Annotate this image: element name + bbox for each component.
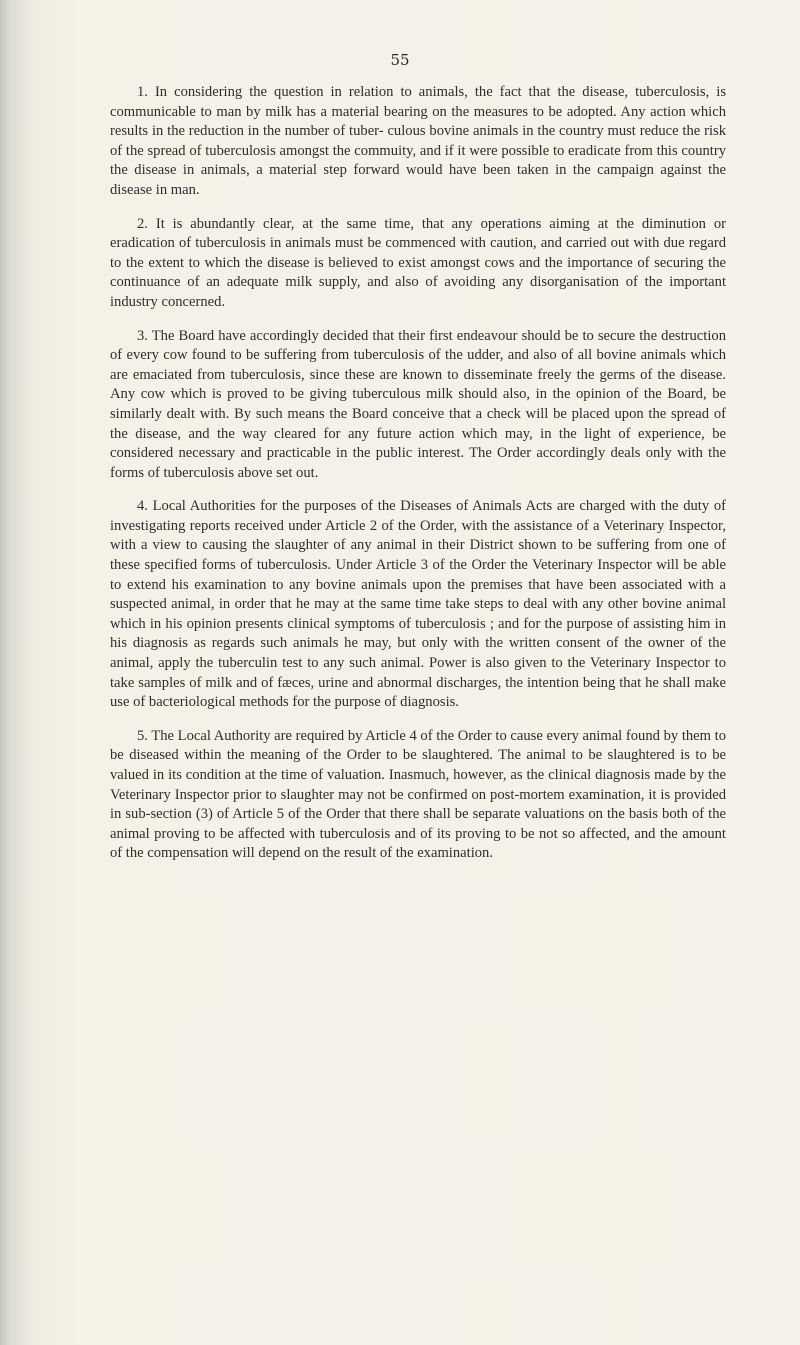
paragraph-4: 4. Local Authorities for the purposes of the Diseases of Animals Acts are charged with the duty of investigating reports received under Article 2 of the Order, with the assistance of a Veterinary Inspector, with a view to causing the slaughter of any animal in their District shown to be suffering from one of these specified forms of tuberculosis. Under Article 3 of the Order the Veterinary Inspector will be able to extend his examination to any bovine animals upon the premises that have been associated with a suspected animal, in order that he may at the same time take steps to deal with any other bovine animal which in his opinion presents clinical symptoms of tuberculosis ; and for the purpose of assisting him in his diagnosis as regards such animals he may, but only with the written consent of the owner of the animal, apply the tuberculin test to any such animal. Power is also given to the Veterinary Inspector to take samples of milk and of fæces, urine and abnormal discharges, the intention being that he shall make use of bacteriological methods for the purpose of diagnosis. <box>110 498 726 711</box>
body-text <box>110 83 726 878</box>
paragraph-1: 1. In considering the question in relation to animals, the fact that the disease, tuberculosis, is communicable to man by milk has a material bearing on the measures to be adopted. Any action which results in the reduction in the number of tuber- culous bovine animals in the country must reduce the risk of the spread of tuberculosis amongst the commuity, and if it were possible to eradicate from this country the disease in animals, a material step forward would have been taken in the campaign against the disease in man. <box>110 84 726 198</box>
page-number: 55 <box>390 51 410 69</box>
paragraph-3: 3. The Board have accordingly decided that their first endeavour should be to secure the destruction of every cow found to be suffering from tuberculosis of the udder, and also of all bovine animals which are emaciated from tuberculosis, since these are known to disseminate freely the germs of the disease. Any cow which is proved to be giving tuberculous milk should also, in the opinion of the Board, be similarly dealt with. By such means the Board conceive that a check will be placed upon the spread of the disease, and the way cleared for any future action which may, in the light of experience, be considered necessary and practicable in the public interest. The Order accordingly deals only with the forms of tuberculosis above set out. <box>110 327 726 481</box>
paragraph-2: 2. It is abundantly clear, at the same time, that any operations aiming at the diminution or eradication of tuberculosis in animals must be commenced with caution, and carried out with due regard to the extent to which the disease is believed to exist amongst cows and the importance of securing the continuance of an adequate milk supply, and also of avoiding any disorganisation of the important industry concerned. <box>110 215 726 310</box>
paragraph-5: 5. The Local Authority are required by Article 4 of the Order to cause every animal found by them to be diseased within the meaning of the Order to be slaughtered. The animal to be slaughtered is to be valued in its condition at the time of valuation. Inasmuch, however, as the clinical diagnosis made by the Veterinary Inspector prior to slaughter may not be confirmed on post-mortem examination, it is provided in sub-section (3) of Article 5 of the Order that there shall be separate valuations on the basis both of the animal proving to be affected with tuberculosis and of its proving to be not so affected, and the amount of the compensation will depend on the result of the examination. <box>110 727 726 862</box>
